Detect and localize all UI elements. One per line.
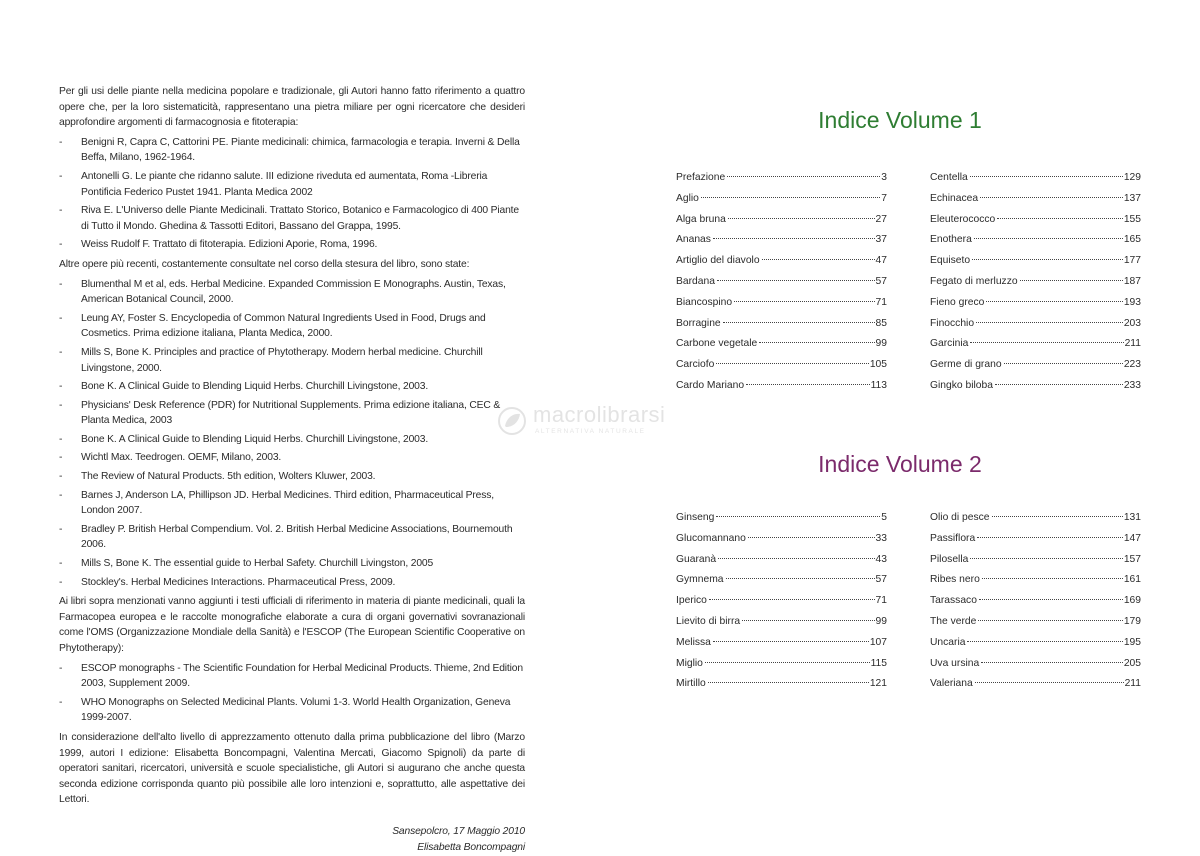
toc-entry-page-number: 99: [875, 615, 887, 627]
toc-entry-label: Tarassaco: [930, 595, 977, 607]
toc-entry-label: Valeriana: [930, 678, 973, 690]
toc-entry: [676, 214, 887, 235]
toc-entry-page-number: 169: [1123, 595, 1141, 607]
toc-dot-leader: [972, 259, 1123, 260]
toc-entry-page-number: 115: [870, 657, 887, 669]
intro-paragraph: Per gli usi delle piante nella medicina popolare e tradizionale, gli Autori hanno fatto riferimento a quattro opere che, per la loro sistematicità, rappresentano una pietra miliare per ogni ricercatore che desideri approfondire argomenti di farmacognosia e fitoterapia:: [59, 86, 525, 129]
toc-entry-label: The verde: [930, 615, 977, 627]
list-item: - Mills S, Bone K. The essential guide to Herbal Safety. Churchill Livingston, 2005: [59, 558, 434, 570]
toc-dot-leader: [979, 599, 1123, 600]
toc-entry-page-number: 121: [869, 678, 887, 690]
toc-entry-label: Fieno greco: [930, 296, 985, 308]
toc-entry: [930, 297, 1141, 318]
toc-entry-label: Prefazione: [676, 172, 726, 183]
toc-entry: [676, 276, 887, 297]
toc-entry-page-number: 107: [869, 636, 887, 648]
toc-entry-label: Pilosella: [930, 553, 969, 565]
toc-entry-label: Artiglio del diavolo: [676, 255, 760, 267]
toc-entry-label: Uncaria: [930, 636, 966, 648]
list-item: - Blumenthal M et al, eds. Herbal Medicine. Expanded Commission E Monographs. Austin, Texas, American Botanical Council, 2000.: [59, 278, 506, 306]
toc-entry: [676, 172, 887, 193]
toc-entry-page-number: 155: [1123, 213, 1141, 225]
list-item: - Bradley P. British Herbal Compendium. Vol. 2. British Herbal Medicine Associations, Bournemouth 2006.: [59, 523, 513, 551]
toc-entry-page-number: 161: [1123, 574, 1141, 586]
toc-dot-leader: [708, 682, 869, 683]
toc-entry-label: Gymnema: [676, 574, 724, 586]
toc-entry: [930, 214, 1141, 235]
toc-entry-page-number: 99: [875, 338, 887, 350]
toc-entry-page-number: 57: [875, 574, 887, 586]
toc-entry-label: Carbone vegetale: [676, 338, 758, 350]
toc-entry-page-number: 157: [1123, 553, 1141, 565]
toc-entry: [676, 574, 887, 595]
toc-entry-page-number: 113: [870, 379, 887, 391]
index-volume-1-title: Indice Volume 1: [818, 107, 982, 133]
toc-entry: [676, 318, 887, 339]
toc-dot-leader: [746, 384, 869, 385]
toc-dot-leader: [716, 516, 880, 517]
toc-entry-page-number: 5: [881, 512, 887, 523]
toc-entry-page-number: 105: [869, 359, 887, 371]
toc-entry-label: Iperico: [676, 595, 707, 607]
toc-entry: [676, 595, 887, 616]
toc-entry: [930, 338, 1141, 359]
toc-dot-leader: [748, 537, 875, 538]
list-item: - Benigni R, Capra C, Cattorini PE. Piante medicinali: chimica, farmacologia e terapia. Inverni & Della Beffa, Milano, 1962-1964.: [59, 136, 520, 164]
toc-entry-page-number: 71: [875, 296, 887, 308]
toc-dot-leader: [717, 280, 875, 281]
toc-entry-page-number: 195: [1123, 636, 1141, 648]
toc-dot-leader: [723, 322, 875, 323]
toc-entry: [930, 276, 1141, 297]
toc-dot-leader: [709, 599, 875, 600]
list-item: - Barnes J, Anderson LA, Phillipson JD. Herbal Medicines. Third edition, Pharmaceutical Press, London 2007.: [59, 489, 494, 517]
toc-entry: [676, 359, 887, 380]
toc-entry-page-number: 27: [875, 213, 887, 225]
index-volume-1-column-2: [930, 172, 1141, 401]
official-texts-paragraph: Ai libri sopra menzionati vanno aggiunti i testi ufficiali di riferimento in materia di piante medicinali, quali la Farmacopea europea e le raccolte monografiche elaborate a cura di organi governativi sovranazionali come l'OMS (Organizzazione Mondiale della Sanità) e l'ESCOP (The European Scientific Cooperative on Phytotherapy):: [59, 596, 525, 654]
toc-entry-label: Miglio: [676, 657, 703, 669]
toc-entry: [930, 193, 1141, 214]
watermark: [497, 402, 687, 442]
toc-dot-leader: [762, 259, 875, 260]
toc-entry: [676, 554, 887, 575]
toc-entry-page-number: 211: [1124, 338, 1141, 350]
toc-dot-leader: [728, 218, 875, 219]
toc-entry-label: Biancospino: [676, 296, 733, 308]
toc-dot-leader: [1020, 280, 1123, 281]
toc-dot-leader: [975, 682, 1124, 683]
toc-entry-page-number: 147: [1123, 532, 1141, 544]
toc-entry: [676, 297, 887, 318]
toc-entry-label: Glucomannano: [676, 532, 746, 544]
toc-entry: [930, 554, 1141, 575]
toc-entry-page-number: 211: [1124, 678, 1141, 690]
list-item: - Physicians' Desk Reference (PDR) for Nutritional Supplements. Prima edizione italiana, CEC & Planta Medica, 2003: [59, 399, 501, 427]
toc-entry: [930, 637, 1141, 658]
toc-entry-label: Fegato di merluzzo: [930, 275, 1018, 287]
toc-entry: [930, 616, 1141, 637]
left-page-text: [59, 84, 525, 856]
toc-entry-page-number: 43: [875, 553, 887, 565]
list-item: - Wichtl Max. Teedrogen. OEMF, Milano, 2003.: [59, 452, 282, 464]
signature-name: Elisabetta Boncompagni: [417, 841, 525, 853]
leaf-logo-icon: [497, 406, 527, 436]
list-item: - Bone K. A Clinical Guide to Blending Liquid Herbs. Churchill Livingstone, 2003.: [59, 433, 429, 445]
toc-dot-leader: [759, 342, 874, 343]
toc-entry-label: Echinacea: [930, 192, 979, 204]
toc-dot-leader: [701, 197, 880, 198]
toc-entry-label: Carciofo: [676, 359, 715, 371]
toc-entry-page-number: 129: [1123, 172, 1141, 183]
toc-dot-leader: [718, 558, 874, 559]
toc-entry-label: Ananas: [676, 234, 711, 246]
signature-block: [59, 824, 525, 856]
toc-dot-leader: [995, 384, 1123, 385]
toc-entry: [676, 658, 887, 679]
toc-entry-page-number: 47: [875, 255, 887, 267]
toc-entry-label: Finocchio: [930, 317, 975, 329]
toc-entry-label: Germe di grano: [930, 359, 1002, 371]
toc-entry-page-number: 131: [1123, 512, 1141, 523]
toc-dot-leader: [1004, 363, 1123, 364]
toc-entry-label: Eleuterococco: [930, 213, 996, 225]
toc-entry-page-number: 179: [1123, 615, 1141, 627]
toc-entry: [930, 255, 1141, 276]
toc-entry: [930, 318, 1141, 339]
toc-entry: [676, 616, 887, 637]
toc-entry: [676, 678, 887, 699]
toc-dot-leader: [742, 620, 874, 621]
toc-dot-leader: [970, 176, 1123, 177]
toc-entry-label: Enothera: [930, 234, 972, 246]
toc-dot-leader: [727, 176, 880, 177]
toc-entry-label: Garcinia: [930, 338, 969, 350]
toc-dot-leader: [970, 342, 1123, 343]
toc-entry-label: Ribes nero: [930, 574, 980, 586]
toc-dot-leader: [976, 322, 1123, 323]
toc-entry-label: Cardo Mariano: [676, 379, 745, 391]
toc-entry-page-number: 165: [1123, 234, 1141, 246]
toc-dot-leader: [977, 537, 1123, 538]
toc-entry: [930, 512, 1141, 533]
index-volume-1-column-1: [676, 172, 887, 401]
toc-entry: [676, 234, 887, 255]
toc-entry-page-number: 85: [875, 317, 887, 329]
list-item: - Bone K. A Clinical Guide to Blending Liquid Herbs. Churchill Livingstone, 2003.: [59, 381, 429, 393]
watermark-text: macrolibrarsi: [533, 402, 666, 427]
list-item: - Riva E. L'Universo delle Piante Medicinali. Trattato Storico, Botanico e Farmacologico di 400 Piante di Tutto il Mondo. Ghedina & Tassotti Editori, Bassano del Grappa, 1995.: [59, 205, 519, 232]
toc-dot-leader: [978, 620, 1122, 621]
toc-entry-page-number: 3: [881, 172, 887, 183]
toc-entry-label: Lievito di birra: [676, 615, 741, 627]
toc-dot-leader: [980, 197, 1123, 198]
list-item: - WHO Monographs on Selected Medicinal Plants. Volumi 1-3. World Health Organization, Geneva 1999-2007.: [59, 696, 511, 724]
toc-entry: [676, 533, 887, 554]
toc-entry: [676, 255, 887, 276]
reference-list-recent: [59, 277, 525, 591]
toc-entry-page-number: 33: [875, 532, 887, 544]
toc-dot-leader: [992, 516, 1123, 517]
toc-entry: [930, 533, 1141, 554]
toc-dot-leader: [970, 558, 1122, 559]
toc-entry-label: Alga bruna: [676, 213, 726, 225]
toc-dot-leader: [981, 662, 1123, 663]
toc-dot-leader: [997, 218, 1123, 219]
toc-entry-label: Passiflora: [930, 532, 976, 544]
toc-entry-page-number: 71: [875, 595, 887, 607]
toc-dot-leader: [726, 578, 875, 579]
reference-list-official: [59, 661, 525, 726]
index-volume-2-column-1: [676, 512, 887, 699]
list-item: - Mills S, Bone K. Principles and practice of Phytotherapy. Modern herbal medicine. Churchill Livingstone, 2000.: [59, 346, 483, 374]
list-item: - ESCOP monographs - The Scientific Foundation for Herbal Medicinal Products. Thieme, 2nd Edition 2003, Supplement 2009.: [59, 662, 523, 690]
closing-paragraph: In considerazione dell'alto livello di apprezzamento ottenuto dalla prima pubblicazione del libro (Marzo 1999, autori I edizione: Elisabetta Boncompagni, Valentina Mercati, Giacomo Spignoli) da parte di operatori sanitari, ricercatori, università e scuole specialistiche, gli Autori si augurano che anche questa seconda edizione corrisponda quanto più possibile alle loro intenzioni e, soprattutto, alle aspettative dei Lettori.: [59, 731, 525, 806]
toc-entry: [930, 574, 1141, 595]
toc-entry: [676, 637, 887, 658]
toc-entry: [930, 359, 1141, 380]
toc-entry-label: Olio di pesce: [930, 512, 990, 523]
list-item: - Weiss Rudolf F. Trattato di fitoterapia. Edizioni Aporie, Roma, 1996.: [59, 239, 378, 251]
toc-dot-leader: [974, 238, 1123, 239]
toc-entry-page-number: 193: [1123, 296, 1141, 308]
toc-entry: [676, 512, 887, 533]
toc-entry: [930, 234, 1141, 255]
toc-entry-label: Borragine: [676, 317, 721, 329]
toc-entry: [676, 380, 887, 401]
toc-entry: [930, 380, 1141, 401]
toc-entry: [930, 595, 1141, 616]
recent-works-paragraph: Altre opere più recenti, costantemente consultate nel corso della stesura del libro, sono state:: [59, 258, 470, 270]
toc-dot-leader: [713, 238, 875, 239]
toc-dot-leader: [716, 363, 868, 364]
toc-entry-label: Ginseng: [676, 512, 715, 523]
list-item: - Antonelli G. Le piante che ridanno salute. III edizione riveduta ed aumentata, Roma -Libreria Pontificia Federico Pustet 1941. Planta Medica 2002: [59, 170, 488, 198]
reference-list-primary: [59, 135, 525, 253]
toc-entry-label: Equiseto: [930, 255, 971, 267]
toc-entry: [930, 172, 1141, 193]
toc-entry-page-number: 203: [1123, 317, 1141, 329]
index-volume-2-column-2: [930, 512, 1141, 699]
watermark-subtext: ALTERNATIVA NATURALE: [535, 428, 646, 435]
toc-entry: [676, 338, 887, 359]
list-item: - The Review of Natural Products. 5th edition, Wolters Kluwer, 2003.: [59, 471, 376, 483]
toc-entry-page-number: 37: [875, 234, 887, 246]
toc-entry: [930, 678, 1141, 699]
toc-entry-label: Bardana: [676, 275, 715, 287]
toc-entry-page-number: 233: [1123, 379, 1141, 391]
toc-entry-label: Mirtillo: [676, 678, 706, 690]
toc-entry-label: Uva ursina: [930, 657, 980, 669]
toc-dot-leader: [982, 578, 1123, 579]
toc-entry: [676, 193, 887, 214]
toc-dot-leader: [986, 301, 1122, 302]
toc-entry-label: Centella: [930, 172, 968, 183]
toc-entry-label: Aglio: [676, 192, 699, 204]
toc-entry: [930, 658, 1141, 679]
toc-dot-leader: [967, 641, 1122, 642]
list-item: - Stockley's. Herbal Medicines Interactions. Pharmaceutical Press, 2009.: [59, 576, 396, 588]
toc-entry-label: Melissa: [676, 636, 711, 648]
toc-entry-page-number: 205: [1123, 657, 1141, 669]
toc-dot-leader: [705, 662, 870, 663]
toc-entry-page-number: 223: [1123, 359, 1141, 371]
index-volume-2-title: Indice Volume 2: [818, 451, 982, 477]
toc-entry-page-number: 187: [1123, 275, 1141, 287]
toc-dot-leader: [713, 641, 869, 642]
toc-entry-label: Guaranà: [676, 553, 717, 565]
toc-entry-page-number: 7: [881, 192, 887, 204]
list-item: - Leung AY, Foster S. Encyclopedia of Common Natural Ingredients Used in Food, Drugs and Cosmetics. Prima edizione italiana, Planta Medica, 2000.: [59, 312, 486, 340]
toc-entry-page-number: 137: [1123, 192, 1141, 204]
toc-dot-leader: [734, 301, 874, 302]
signature-place-date: Sansepolcro, 17 Maggio 2010: [392, 825, 525, 837]
toc-entry-label: Gingko biloba: [930, 379, 993, 391]
toc-entry-page-number: 57: [875, 275, 887, 287]
toc-entry-page-number: 177: [1123, 255, 1141, 267]
